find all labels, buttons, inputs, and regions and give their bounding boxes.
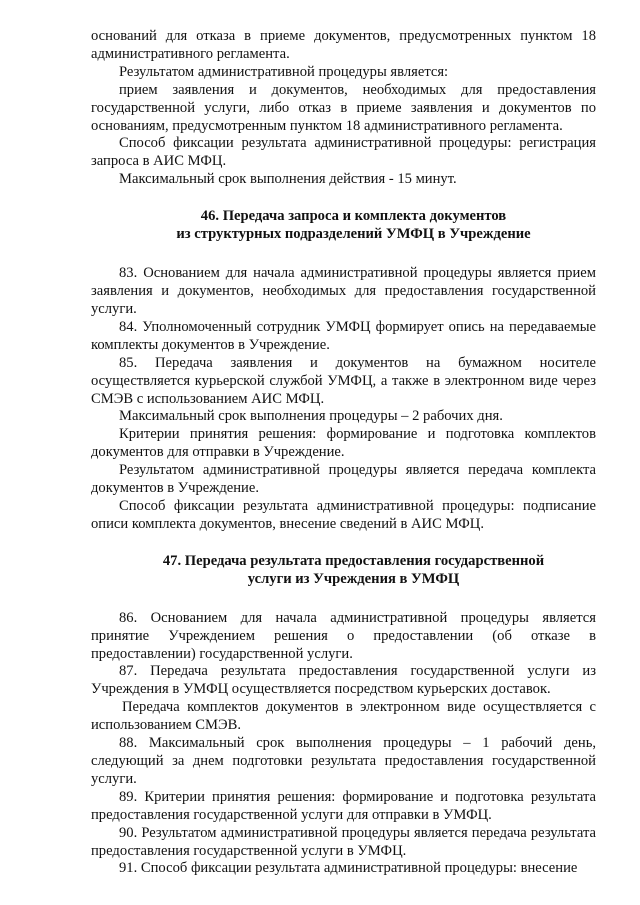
paragraph: Передача комплектов документов в электронном виде осуществляется с использованием СМЭВ. [91,699,596,734]
paragraph: Критерии принятия решения: формирование и подготовка комплектов документов для отправки в Учреждение. [91,426,596,461]
paragraph: Результатом административной процедуры является передача комплекта документов в Учреждение. [91,462,596,497]
paragraph: 88. Максимальный срок выполнения процедуры – 1 рабочий день, следующий за днем подготовки результата предоставления государственной услуги. [91,735,596,787]
paragraph: 84. Уполномоченный сотрудник УМФЦ формирует опись на передаваемые комплекты документов в Учреждение. [91,318,596,353]
paragraph: 86. Основанием для начала административной процедуры является принятие Учреждением решения о предоставлении (об отказе в предоставлении) государственной услуги. [91,609,596,662]
document-page [91,28,596,878]
paragraph: оснований для отказа в приеме документов, предусмотренных пунктом 18 административного регламента. [91,28,596,62]
paragraph: Максимальный срок выполнения процедуры – 2 рабочих дня. [119,408,503,425]
paragraph: Максимальный срок выполнения действия - 15 минут. [119,171,457,188]
spacer [91,243,596,265]
spacer [91,588,596,610]
paragraph: 87. Передача результата предоставления государственной услуги из Учреждения в УМФЦ осуществляется посредством курьерских доставок. [91,663,596,698]
paragraph: прием заявления и документов, необходимых для предоставления государственной услуги, либо отказ в приеме заявления и документов по основаниям, предусмотренным пунктом 18 административного регламента. [91,81,596,134]
section-heading-line: из структурных подразделений УМФЦ в Учреждение [176,226,531,243]
paragraph: 90. Результатом административной процедуры является передача результата предоставления государственной услуги в УМФЦ. [91,824,596,859]
paragraph: 85. Передача заявления и документов на бумажном носителе осуществляется курьерской службой УМФЦ, а также в электронном виде через СМЭВ с использованием АИС МФЦ. [91,354,596,407]
section-heading-line: услуги из Учреждения в УМФЦ [247,570,460,587]
section-heading [91,552,596,588]
paragraph: 83. Основанием для начала административной процедуры является прием заявления и документов, необходимых для предоставления государственной услуги. [91,265,596,317]
spacer [91,534,596,552]
section-heading [91,207,596,243]
paragraph: Способ фиксации результата административной процедуры: подписание описи комплекта документов, внесение сведений в АИС МФЦ. [91,497,596,532]
section-heading-line: 46. Передача запроса и комплекта документов [200,208,507,225]
section-heading-line: 47. Передача результата предоставления государственной [162,552,545,569]
paragraph: Способ фиксации результата административной процедуры: регистрация запроса в АИС МФЦ. [91,135,596,170]
paragraph: Результатом административной процедуры является: [119,63,449,80]
paragraph: 89. Критерии принятия решения: формирование и подготовка результата предоставления государственной услуги для отправки в УМФЦ. [91,788,596,823]
spacer [91,189,596,207]
paragraph: 91. Способ фиксации результата административной процедуры: внесение [119,860,578,877]
